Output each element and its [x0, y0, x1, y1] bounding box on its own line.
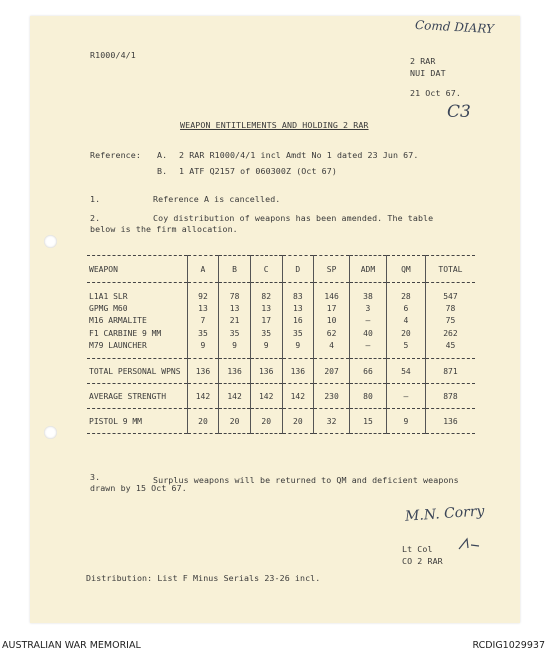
handwritten-annotation-top: Comd DIARY: [414, 17, 495, 37]
value-cell: 78: [219, 290, 251, 302]
header-cell: A: [187, 256, 219, 283]
value-cell: 9: [386, 409, 425, 434]
value-cell: 9: [282, 339, 314, 351]
value-cell: 142: [187, 384, 219, 409]
value-cell: 35: [187, 327, 219, 339]
value-cell: 45: [425, 339, 475, 351]
value-cell: 136: [187, 359, 219, 384]
value-cell: 3: [350, 302, 387, 314]
value-cell: 16: [282, 315, 314, 327]
weapon-cell: L1A1 SLR: [89, 291, 128, 301]
value-cell: 9: [219, 339, 251, 351]
weapon-cell: TOTAL PERSONAL WPNS: [87, 359, 187, 384]
header-cell: D: [282, 256, 314, 283]
reference-a-text: 2 RAR R1000/4/1 incl Amdt No 1 dated 23 Jun 67.: [179, 150, 419, 160]
para3-line1: Surplus weapons will be returned to QM and deficient weapons: [153, 475, 459, 485]
table-header-row: [87, 256, 475, 283]
header-cell: ADM: [350, 256, 387, 283]
table-total-row: [87, 359, 475, 384]
value-cell: 78: [425, 302, 475, 314]
value-cell: 40: [350, 327, 387, 339]
signature: M.N. Corry: [404, 503, 485, 525]
weapon-cell: M16 ARMALITE: [89, 316, 147, 326]
value-cell: 136: [219, 359, 251, 384]
table-strength-row: [87, 384, 475, 409]
para3-number: 3.: [90, 472, 101, 482]
unit-name: 2 RAR: [410, 56, 436, 66]
value-cell: 13: [219, 302, 251, 314]
weapon-cell: AVERAGE STRENGTH: [87, 384, 187, 409]
value-cell: 4: [386, 315, 425, 327]
distribution-line: Distribution: List F Minus Serials 23-26 incl.: [86, 573, 321, 583]
value-cell: –: [350, 339, 387, 351]
document-date: 21 Oct 67.: [410, 88, 461, 98]
value-cell: 28: [386, 290, 425, 302]
header-cell: WEAPON: [87, 256, 187, 283]
value-cell: 136: [425, 409, 475, 434]
table-row: [87, 327, 475, 339]
value-cell: 20: [250, 409, 282, 434]
value-cell: 20: [282, 409, 314, 434]
reference-label: Reference:: [90, 150, 141, 160]
punch-hole-bottom: [44, 426, 57, 439]
weapon-cell: M79 LAUNCHER: [89, 340, 147, 350]
value-cell: 17: [314, 302, 350, 314]
punch-hole-top: [44, 235, 57, 248]
table-row: [87, 315, 475, 327]
value-cell: 878: [425, 384, 475, 409]
value-cell: 20: [187, 409, 219, 434]
value-cell: 871: [425, 359, 475, 384]
value-cell: 9: [250, 339, 282, 351]
reference-b-text: 1 ATF Q2157 of 060300Z (Oct 67): [179, 166, 337, 176]
value-cell: –: [386, 384, 425, 409]
value-cell: 83: [282, 290, 314, 302]
weapon-cell: GPMG M60: [89, 303, 128, 313]
archive-credit: AUSTRALIAN WAR MEMORIAL: [2, 640, 141, 651]
value-cell: 4: [314, 339, 350, 351]
table-row: [87, 339, 475, 351]
value-cell: 62: [314, 327, 350, 339]
value-cell: 54: [386, 359, 425, 384]
value-cell: 9: [187, 339, 219, 351]
value-cell: 7: [187, 315, 219, 327]
value-cell: 136: [250, 359, 282, 384]
value-cell: 35: [282, 327, 314, 339]
value-cell: –: [350, 315, 387, 327]
value-cell: 5: [386, 339, 425, 351]
value-cell: 66: [350, 359, 387, 384]
weapon-cell: PISTOL 9 MM: [87, 409, 187, 434]
value-cell: 547: [425, 290, 475, 302]
signatory-appointment: CO 2 RAR: [402, 556, 443, 566]
para3-line2: drawn by 15 Oct 67.: [90, 483, 187, 493]
reference-b-letter: B.: [157, 166, 168, 176]
value-cell: 142: [282, 384, 314, 409]
value-cell: 13: [282, 302, 314, 314]
value-cell: 20: [386, 327, 425, 339]
table-pistol-row: [87, 409, 475, 434]
handwritten-page-marker: C3: [447, 102, 471, 122]
value-cell: 35: [250, 327, 282, 339]
value-cell: 15: [350, 409, 387, 434]
value-cell: 92: [187, 290, 219, 302]
weapon-table: [87, 255, 475, 434]
value-cell: 262: [425, 327, 475, 339]
para1-number: 1.: [90, 194, 101, 204]
header-cell: TOTAL: [425, 256, 475, 283]
unit-location: NUI DAT: [410, 68, 446, 78]
value-cell: 142: [219, 384, 251, 409]
header-cell: B: [219, 256, 251, 283]
value-cell: 38: [350, 290, 387, 302]
archive-id: RCDIG1029937: [472, 640, 545, 651]
signature-flourish: [458, 536, 482, 550]
para2-number: 2.: [90, 213, 101, 223]
table-row: [87, 290, 475, 302]
value-cell: 32: [314, 409, 350, 434]
value-cell: 136: [282, 359, 314, 384]
value-cell: 142: [250, 384, 282, 409]
value-cell: 82: [250, 290, 282, 302]
value-cell: 21: [219, 315, 251, 327]
value-cell: 6: [386, 302, 425, 314]
file-reference: R1000/4/1: [90, 50, 136, 60]
value-cell: 146: [314, 290, 350, 302]
value-cell: 13: [187, 302, 219, 314]
value-cell: 10: [314, 315, 350, 327]
value-cell: 35: [219, 327, 251, 339]
value-cell: 230: [314, 384, 350, 409]
para2-line1: Coy distribution of weapons has been amended. The table: [153, 213, 434, 223]
value-cell: 13: [250, 302, 282, 314]
para1-text: Reference A is cancelled.: [153, 194, 281, 204]
value-cell: 80: [350, 384, 387, 409]
weapon-cell: F1 CARBINE 9 MM: [89, 328, 162, 338]
header-cell: SP: [314, 256, 350, 283]
header-cell: C: [250, 256, 282, 283]
para2-line2: below is the firm allocation.: [90, 224, 238, 234]
document-title: WEAPON ENTITLEMENTS AND HOLDING 2 RAR: [180, 120, 369, 130]
value-cell: 20: [219, 409, 251, 434]
value-cell: 207: [314, 359, 350, 384]
header-cell: QM: [386, 256, 425, 283]
value-cell: 75: [425, 315, 475, 327]
reference-a-letter: A.: [157, 150, 168, 160]
value-cell: 17: [250, 315, 282, 327]
signatory-rank: Lt Col: [402, 544, 433, 554]
table-row: [87, 302, 475, 314]
